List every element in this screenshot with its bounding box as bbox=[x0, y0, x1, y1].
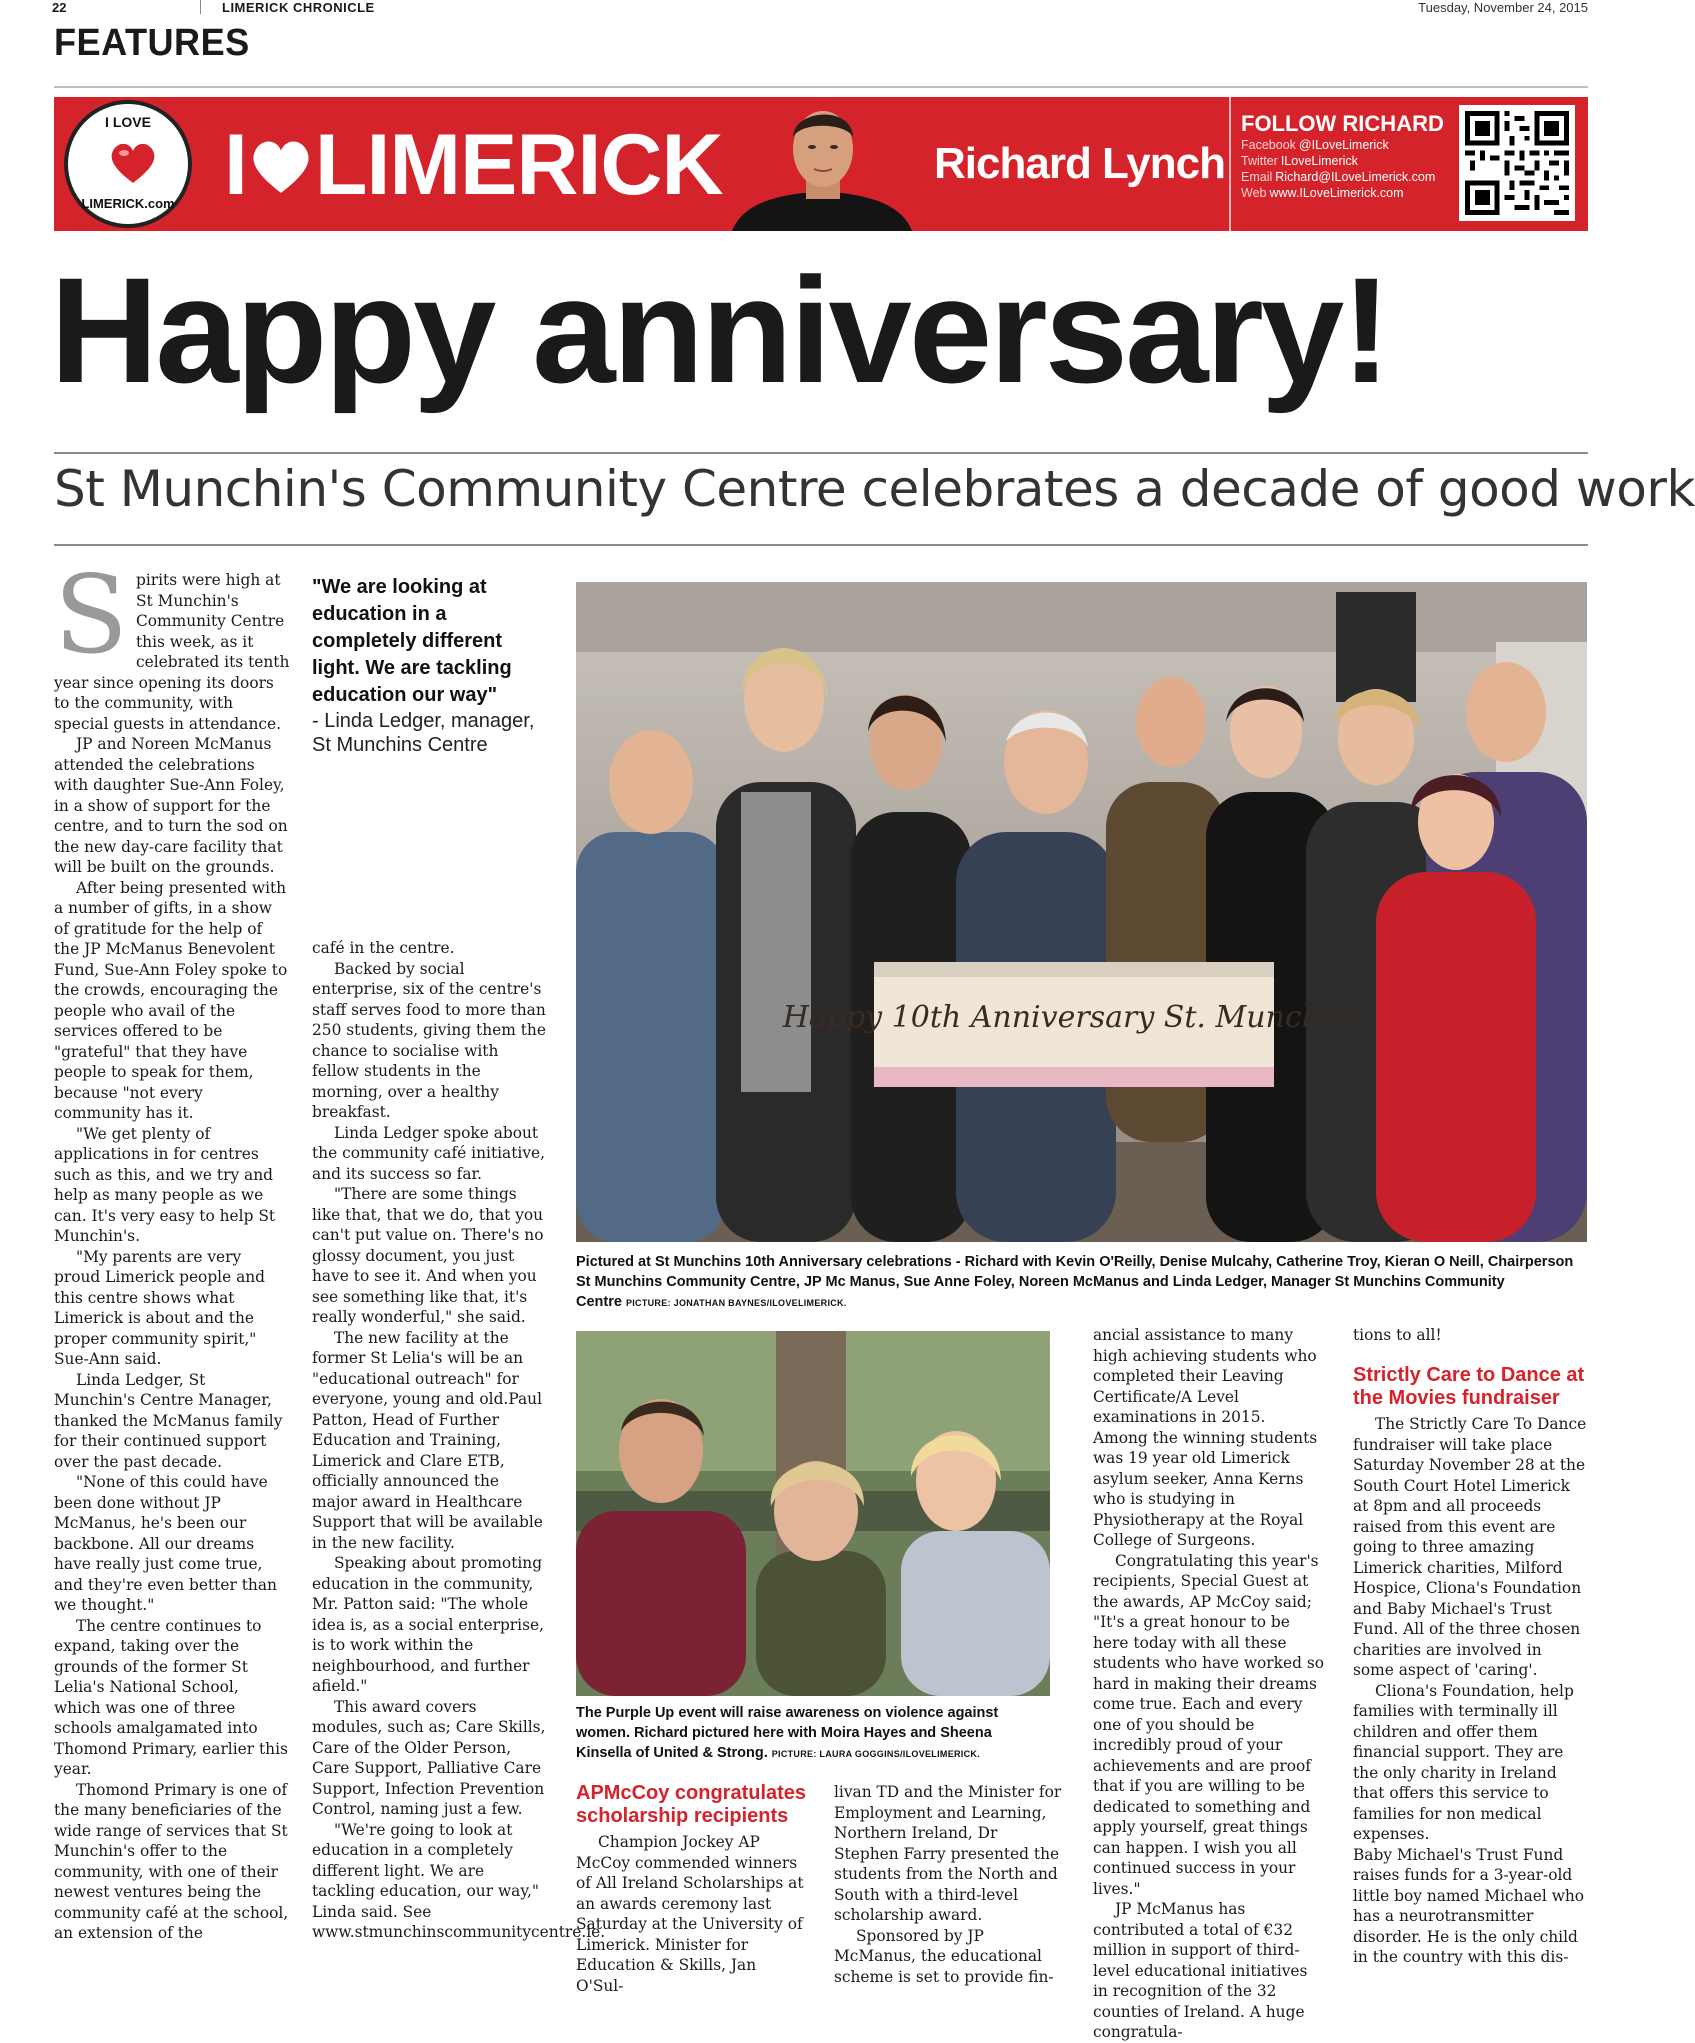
i-love-limerick-logo bbox=[64, 100, 192, 228]
standfirst: St Munchin's Community Centre celebrates a decade of good work bbox=[54, 460, 1695, 518]
issue-date: Tuesday, November 24, 2015 bbox=[1418, 0, 1588, 15]
paragraph: Sponsored by JP McManus, the educational scheme is set to provide fin- bbox=[834, 1926, 1054, 1986]
purple-up-photo-illustration bbox=[576, 1331, 1050, 1696]
contact-email: Email Richard@ILoveLimerick.com bbox=[1241, 170, 1436, 184]
headline-rule bbox=[54, 452, 1588, 454]
paragraph: JP McManus has contributed a total of €32 million in support of third-level educational initiatives in recognition of the 32 counties of Ireland. A huge congratula- bbox=[1093, 1900, 1308, 2041]
follow-panel bbox=[1229, 97, 1444, 231]
publication-name: LIMERICK CHRONICLE bbox=[222, 0, 375, 15]
caption-text: Pictured at St Munchins 10th Anniversary celebrations - Richard with Kevin O'Reilly, Denise Mulcahy, Catherine Troy, Kieran O Neill, Chairperson St Munchins Community Centre, JP Mc Manus, Sue Anne Foley, Noreen McManus and Linda Ledger, Manager St Munchins Community Centre bbox=[576, 1254, 1574, 1310]
cake-inscription: Happy 10th Anniversary St. Munchins bbox=[782, 1000, 1366, 1035]
drop-cap: S bbox=[54, 553, 128, 678]
main-photo bbox=[576, 582, 1587, 1242]
paragraph: The new facility at the former St Lelia's will be an "educational outreach" for everyone, young and old.Paul Patton, Head of Further Education and Training, Limerick and Clare ETB, officially announced the major award in Healthcare Support that will be available in the new facility. bbox=[312, 1328, 543, 1552]
brand-prefix: I bbox=[224, 117, 247, 213]
paragraph: Linda Ledger spoke about the community café initiative, and its success so far. bbox=[312, 1123, 546, 1183]
article-column-2 bbox=[312, 938, 606, 1982]
contact-web: Web www.ILoveLimerick.com bbox=[1241, 186, 1404, 200]
author-portrait bbox=[732, 97, 912, 231]
paragraph: café in the centre. bbox=[312, 939, 455, 957]
paragraph: Champion Jockey AP McCoy commended winners of All Ireland Scholarships at an awards ceremony last Saturday at the University of Limerick. Minister for Education & Skills, Jan O'Sul- bbox=[576, 1833, 804, 1995]
paragraph: JP and Noreen McManus attended the celebrations with daughter Sue-Ann Foley, in a show of support for the centre, and to turn the sod on the new day-care facility that will be built on the grounds. bbox=[54, 735, 288, 876]
paragraph: Baby Michael's Trust Fund raises funds for a 3-year-old little boy named Michael who has a neurotransmitter disorder. He is the only child in the country with this dis- bbox=[1353, 1845, 1585, 1966]
paragraph: This award covers modules, such as; Care Skills, Care of the Older Person, Care Support, Palliative Care Support, Infection Prevention Control, naming just a few. bbox=[312, 1697, 546, 1818]
strictly-column bbox=[1353, 1414, 1587, 1982]
pull-quote-attribution: - Linda Ledger, manager, St Munchins Centre bbox=[312, 710, 535, 756]
brand-wordmark bbox=[224, 115, 723, 215]
paragraph: tions to all! bbox=[1353, 1326, 1442, 1344]
second-photo bbox=[576, 1331, 1050, 1696]
section-label: FEATURES bbox=[54, 22, 250, 64]
paragraph: Speaking about promoting education in the community, Mr. Patton said: "The whole idea is, as a social enterprise, is to work within the neighbourhood, and further afield." bbox=[312, 1554, 544, 1695]
section-rule bbox=[54, 86, 1588, 88]
paragraph: Backed by social enterprise, six of the centre's staff serves food to more than 250 students, giving them the chance to socialise with fellow students in the morning, over a healthy breakfast. bbox=[312, 959, 546, 1121]
paragraph: The centre continues to expand, taking over the grounds of the former St Lelia's National School, which was one of three schools amalgamated into Thomond Primary, earlier this year. bbox=[54, 1616, 288, 1778]
paragraph: "There are some things like that, that we do, that you can't put value on. There's no glossy document, you just have to see it. And when you see something like that, it's really wonderful," she said. bbox=[312, 1185, 544, 1326]
second-photo-caption bbox=[576, 1703, 1050, 1764]
paragraph: livan TD and the Minister for Employment and Learning, Northern Ireland, Dr Stephen Farry presented the students from the North and South with a third-level scholarship award. bbox=[834, 1783, 1062, 1924]
masthead-divider bbox=[200, 0, 201, 14]
apmccoy-column-b bbox=[834, 1782, 1066, 1986]
paragraph: Cliona's Foundation, help families with terminally ill children and offer them financial support. They are the only charity in Ireland that offers this service to families for non medical expenses. bbox=[1353, 1681, 1574, 1843]
paragraph: "We get plenty of applications in for centres such as this, and we try and help as many people as we can. It's very easy to help St Munchin's. bbox=[54, 1124, 276, 1245]
paragraph: "We're going to look at education in a completely different light. We are tackling education, our way," Linda said. See www.stmunchinscommunitycentre.ie. bbox=[312, 1820, 606, 1941]
photo-credit: PICTURE: JONATHAN BAYNES/ILOVELIMERICK. bbox=[625, 1298, 847, 1308]
paragraph: "My parents are very proud Limerick people and this centre shows what Limerick is about and the proper community spirit," Sue-Ann said. bbox=[54, 1247, 266, 1368]
qr-code-icon bbox=[1465, 111, 1569, 215]
caption-text: The Purple Up event will raise awareness on violence against women. Richard pictured here with Moira Hayes and Sheena Kinsella of United & Strong. bbox=[576, 1705, 999, 1761]
logo-bottom-text: LIMERICK.com bbox=[81, 196, 175, 211]
paragraph: Thomond Primary is one of the many beneficiaries of the wide range of services that St Munchin's offer to the community, with one of their newest ventures being the community café at the school, an extension of the bbox=[54, 1780, 289, 1942]
strictly-headline: Strictly Care to Dance at the Movies fundraiser bbox=[1353, 1364, 1585, 1409]
standfirst-rule bbox=[54, 544, 1588, 546]
paragraph: "None of this could have been done without JP McManus, he's been our backbone. All our dreams have really just come true, and they're even better than we thought." bbox=[54, 1473, 277, 1614]
article-column-1 bbox=[54, 553, 290, 1982]
paragraph: The Strictly Care To Dance fundraiser will take place Saturday November 28 at the South Court Hotel Limerick at 8pm and all proceeds raised from this event are going to three amazing Limerick charities, Milford Hospice, Cliona's Foundation and Baby Michael's Trust Fund. All of the three chosen charities are involved in some aspect of 'caring'. bbox=[1353, 1415, 1587, 1679]
contact-facebook: Facebook @ILoveLimerick bbox=[1241, 138, 1389, 152]
paragraph: Congratulating this year's recipients, Special Guest at the awards, AP McCoy said; "It's a great honour to be here today with all these students who have worked so hard in making their dreams come true. Each and every one of you should be incredibly proud of your achievements and are proof that if you are willing to be dedicated to something and apply yourself, great things can happen. I wish you all continued success in your lives." bbox=[1093, 1551, 1325, 1898]
apmccoy-column-d bbox=[1353, 1325, 1587, 1346]
photo-credit: PICTURE: LAURA GOGGINS/ILOVELIMERICK. bbox=[771, 1749, 981, 1759]
group-photo-illustration bbox=[576, 582, 1587, 1242]
follow-title: FOLLOW RICHARD bbox=[1241, 111, 1444, 136]
pull-quote-text: "We are looking at education in a completely different light. We are tackling education our way" bbox=[312, 576, 512, 706]
main-photo-caption bbox=[576, 1252, 1587, 1313]
apmccoy-column-a bbox=[576, 1832, 808, 1995]
headline: Happy anniversary! bbox=[50, 246, 1389, 414]
author-name: Richard Lynch bbox=[934, 139, 1225, 188]
apmccoy-headline: APMcCoy congratulates scholarship recipients bbox=[576, 1782, 807, 1827]
apmccoy-column-c bbox=[1093, 1325, 1325, 2041]
paragraph: Linda Ledger, St Munchin's Centre Manager, thanked the McManus family for their continued support over the past decade. bbox=[54, 1370, 283, 1471]
qr-code[interactable] bbox=[1459, 105, 1575, 221]
column-banner bbox=[54, 97, 1588, 231]
paragraph: pirits were high at St Munchin's Community Centre this week, as it celebrated its tenth year since opening its doors to the community, with special guests in attendance. bbox=[54, 571, 290, 733]
pull-quote bbox=[312, 574, 552, 757]
heart-icon bbox=[108, 138, 158, 188]
logo-top-text: I LOVE bbox=[105, 114, 151, 130]
contact-twitter: Twitter ILoveLimerick bbox=[1241, 154, 1358, 168]
brand-suffix: LIMERICK bbox=[314, 117, 723, 213]
paragraph: ancial assistance to many high achieving students who completed their Leaving Certificate/A Level examinations in 2015. Among the winning students was 19 year old Limerick asylum seeker, Anna Kerns who is studying in Physiotherapy at the Royal College of Surgeons. bbox=[1093, 1326, 1318, 1549]
brand-heart-icon bbox=[249, 134, 313, 198]
page-number: 22 bbox=[52, 0, 67, 15]
paragraph: After being presented with a number of gifts, in a show of gratitude for the help of the JP McManus Benevolent Fund, Sue-Ann Foley spoke to the crowds, encouraging the people who avail of the services offered to be "grateful" that they have people to speak for them, because "not every community has it. bbox=[54, 878, 288, 1122]
